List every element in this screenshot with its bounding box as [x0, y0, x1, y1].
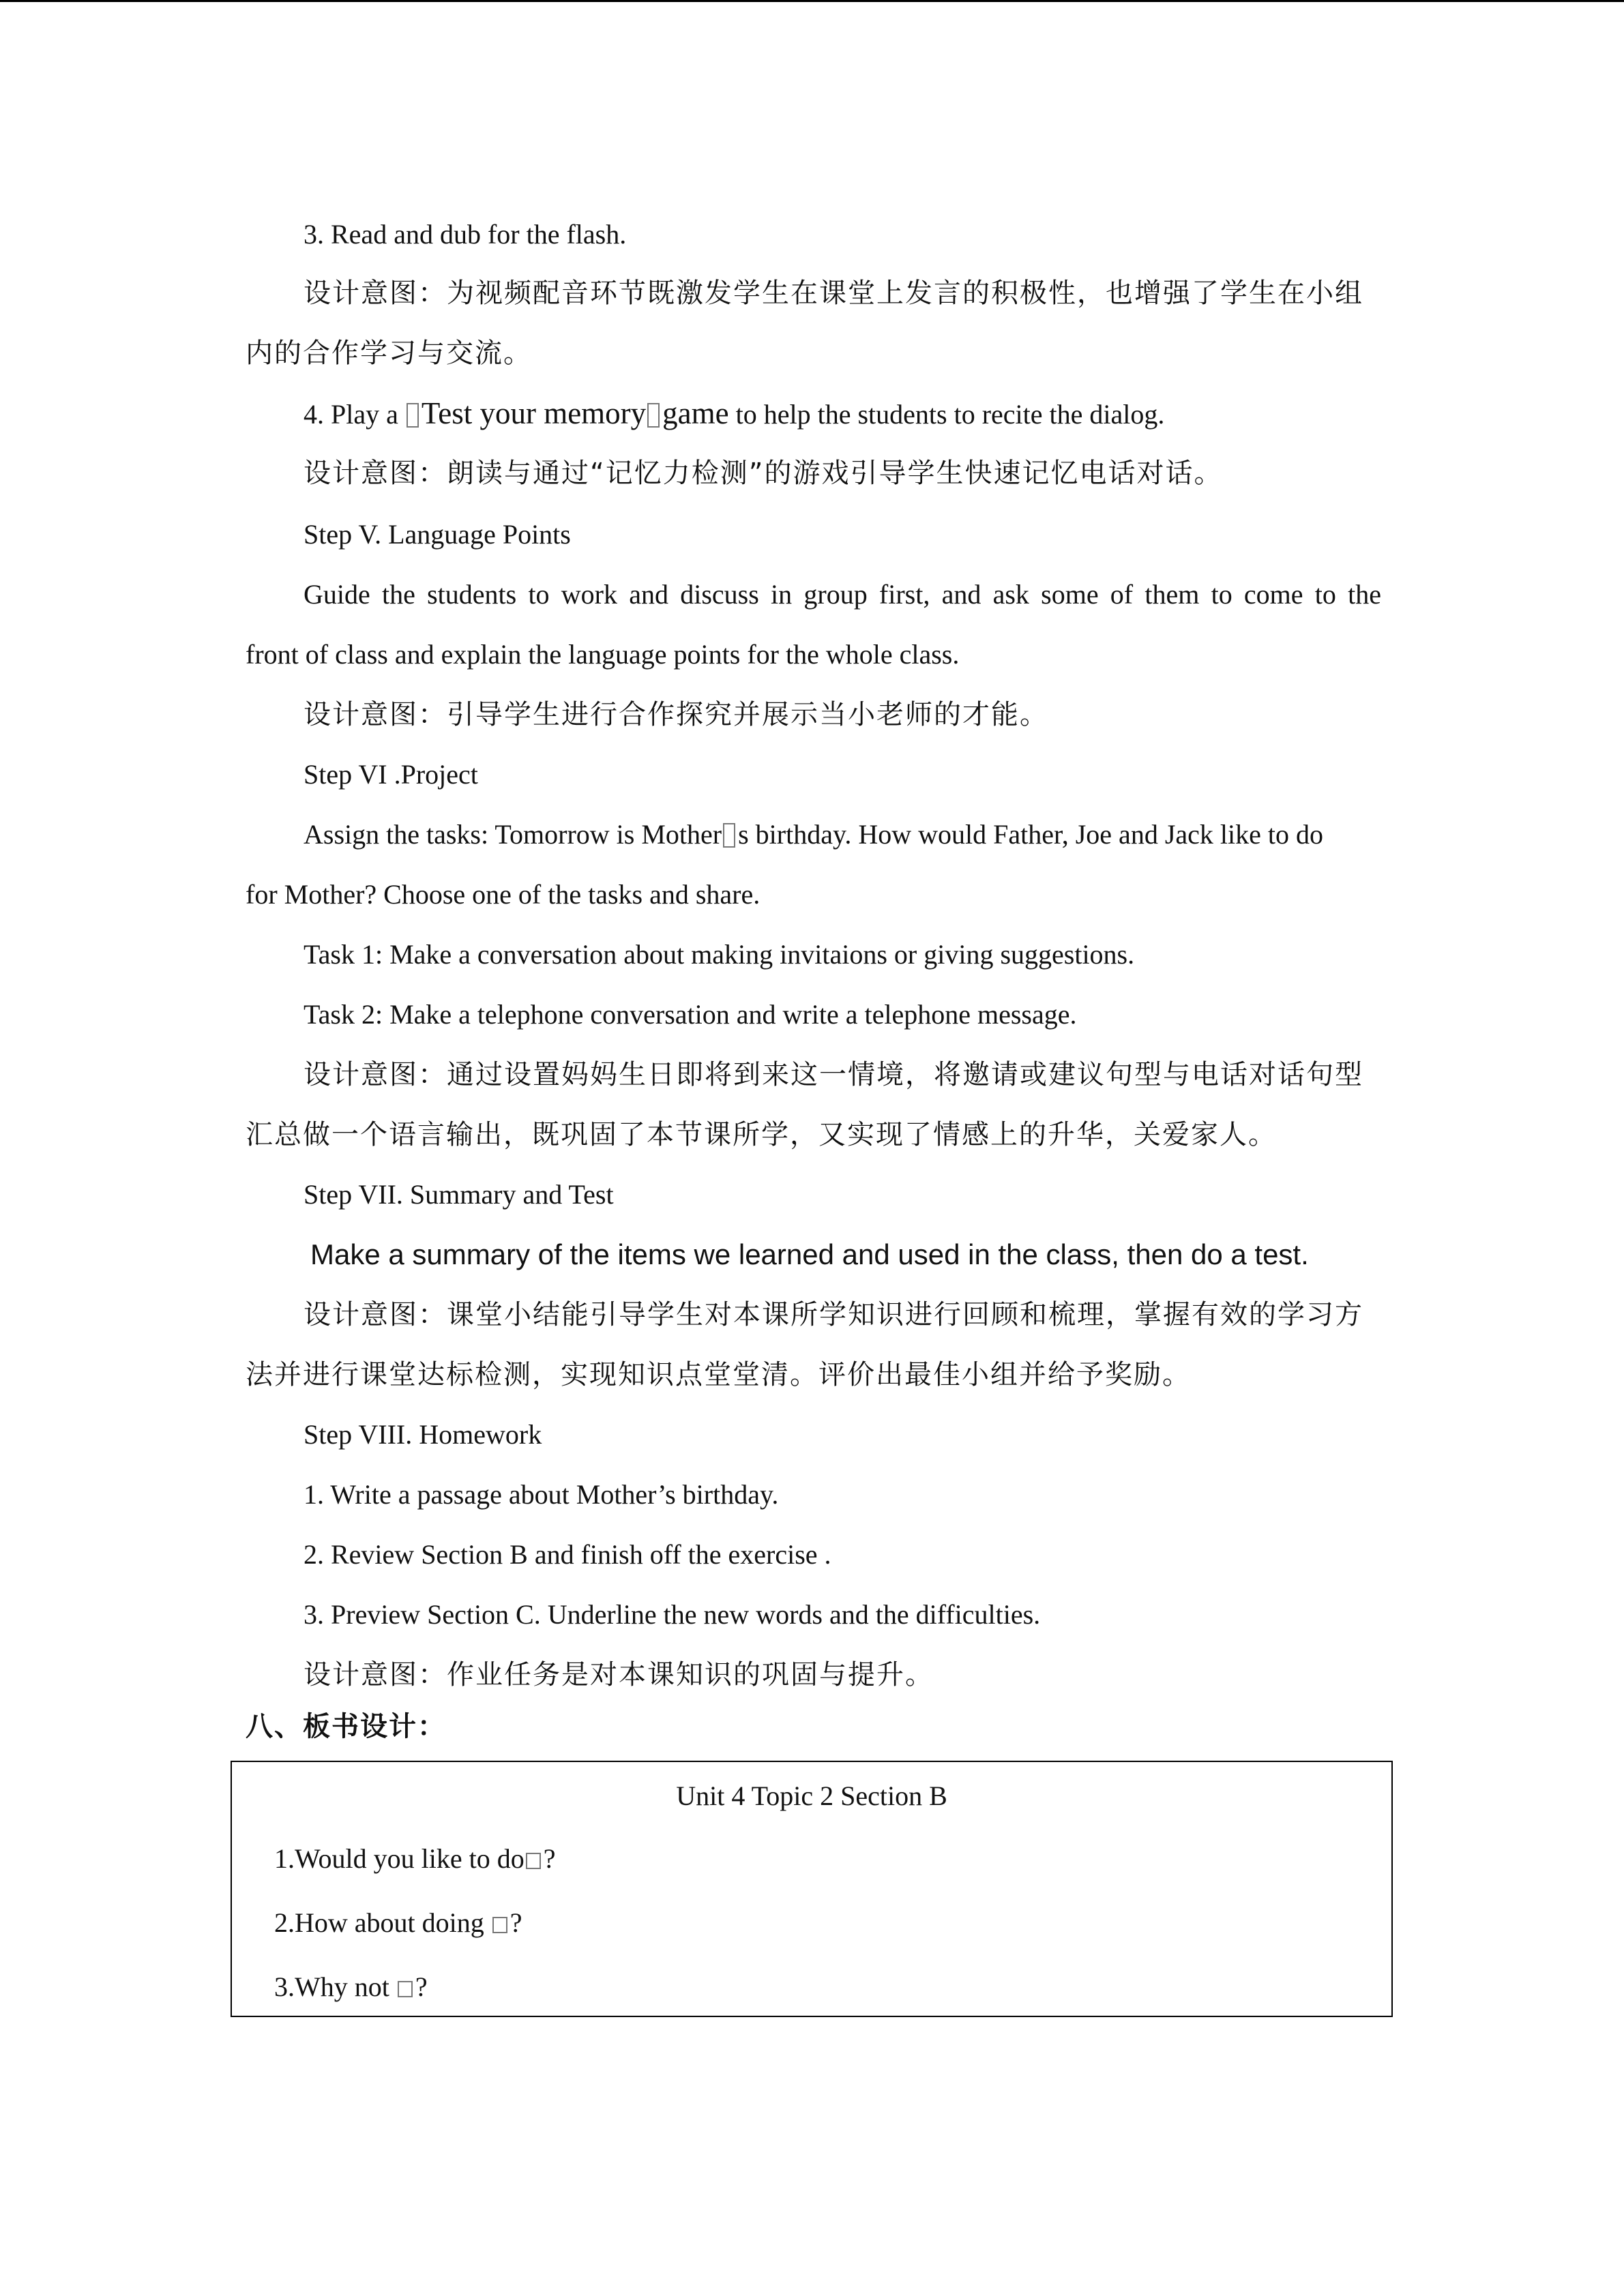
summary-instruction: Make a summary of the items we learned and used in the class, then do a test.: [310, 1238, 1309, 1270]
memory-game-rest: to help the students to recite the dialog.: [728, 399, 1165, 430]
assign-tasks-line1: [304, 817, 1381, 852]
language-points-line1: Guide the students to work and discuss in group first, and ask some of them to come to the: [304, 579, 1381, 610]
board-item-3-end: ?: [415, 1971, 428, 2002]
memory-game-name: Test your memory: [421, 396, 647, 430]
language-points-line2: front of class and explain the language points for the whole class.: [246, 639, 960, 670]
assign-tasks-suffix: s birthday. How would Father, Joe and Jack like to do: [738, 819, 1323, 850]
design-intent-memory-game: 设计意图：朗读与通过“记忆力检测”的游戏引导学生快速记忆电话对话。: [304, 458, 1223, 489]
design-intent-summary-line1: 设计意图：课堂小结能引导学生对本课所学知识进行回顾和梳理，掌握有效的学习方: [304, 1299, 1363, 1330]
design-intent-summary-line2: 法并进行课堂达标检测，实现知识点堂堂清。评价出最佳小组并给予奖励。: [246, 1359, 1191, 1390]
homework-2: 2. Review Section B and finish off the exercise .: [304, 1539, 831, 1570]
missing-glyph-box: [407, 403, 419, 428]
placeholder-box: [526, 1853, 541, 1869]
step-vii-heading: Step VII. Summary and Test: [304, 1179, 614, 1210]
homework-1: 1. Write a passage about Mother’s birthday.: [304, 1479, 779, 1510]
board-title: Unit 4 Topic 2 Section B: [676, 1780, 947, 1811]
missing-glyph-box: [723, 823, 735, 848]
memory-game-prefix: 4. Play a: [304, 399, 405, 430]
board-item-1-text: 1.Would you like to do: [274, 1843, 525, 1874]
board-item-3-text: 3.Why not: [274, 1971, 396, 2002]
blackboard-design-box: [231, 1761, 1393, 2017]
board-item-1-end: ?: [543, 1843, 556, 1874]
assign-tasks-prefix: Assign the tasks: Tomorrow is Mother: [304, 819, 722, 850]
design-intent-dubbing-line2: 内的合作学习与交流。: [246, 338, 532, 369]
placeholder-box: [398, 1981, 413, 1997]
paragraph-memory-game: [304, 396, 1381, 432]
placeholder-box: [492, 1917, 507, 1933]
design-intent-dubbing-line1: 设计意图：为视频配音环节既激发学生在课堂上发言的积极性，也增强了学生在小组: [304, 278, 1363, 309]
design-intent-small-teacher: 设计意图：引导学生进行合作探究并展示当小老师的才能。: [304, 699, 1048, 730]
board-item-2-end: ?: [510, 1907, 522, 1938]
step-vi-heading: Step VI .Project: [304, 759, 478, 790]
step-viii-heading: Step VIII. Homework: [304, 1419, 542, 1450]
paragraph-read-and-dub: 3. Read and dub for the flash.: [304, 219, 627, 250]
task-2: Task 2: Make a telephone conversation and write a telephone message.: [304, 999, 1077, 1030]
board-item-2-text: 2.How about doing: [274, 1907, 491, 1938]
board-item-how-about: [274, 1905, 522, 1941]
board-item-why-not: [274, 1969, 428, 2005]
assign-tasks-line2: for Mother? Choose one of the tasks and share.: [246, 879, 761, 910]
task-1: Task 1: Make a conversation about making invitaions or giving suggestions.: [304, 939, 1135, 970]
memory-game-word: game: [662, 396, 729, 430]
design-intent-homework: 设计意图：作业任务是对本课知识的巩固与提升。: [304, 1659, 934, 1690]
board-item-would-you-like: [274, 1841, 556, 1877]
design-intent-birthday-line2: 汇总做一个语言输出，既巩固了本节课所学，又实现了情感上的升华，关爱家人。: [246, 1119, 1277, 1150]
homework-3: 3. Preview Section C. Underline the new words and the difficulties.: [304, 1599, 1041, 1630]
blackboard-design-heading: 八、板书设计：: [246, 1711, 446, 1742]
step-v-heading: Step V. Language Points: [304, 519, 571, 550]
design-intent-birthday-line1: 设计意图：通过设置妈妈生日即将到来这一情境，将邀请或建议句型与电话对话句型: [304, 1059, 1363, 1090]
missing-glyph-box: [647, 403, 660, 428]
